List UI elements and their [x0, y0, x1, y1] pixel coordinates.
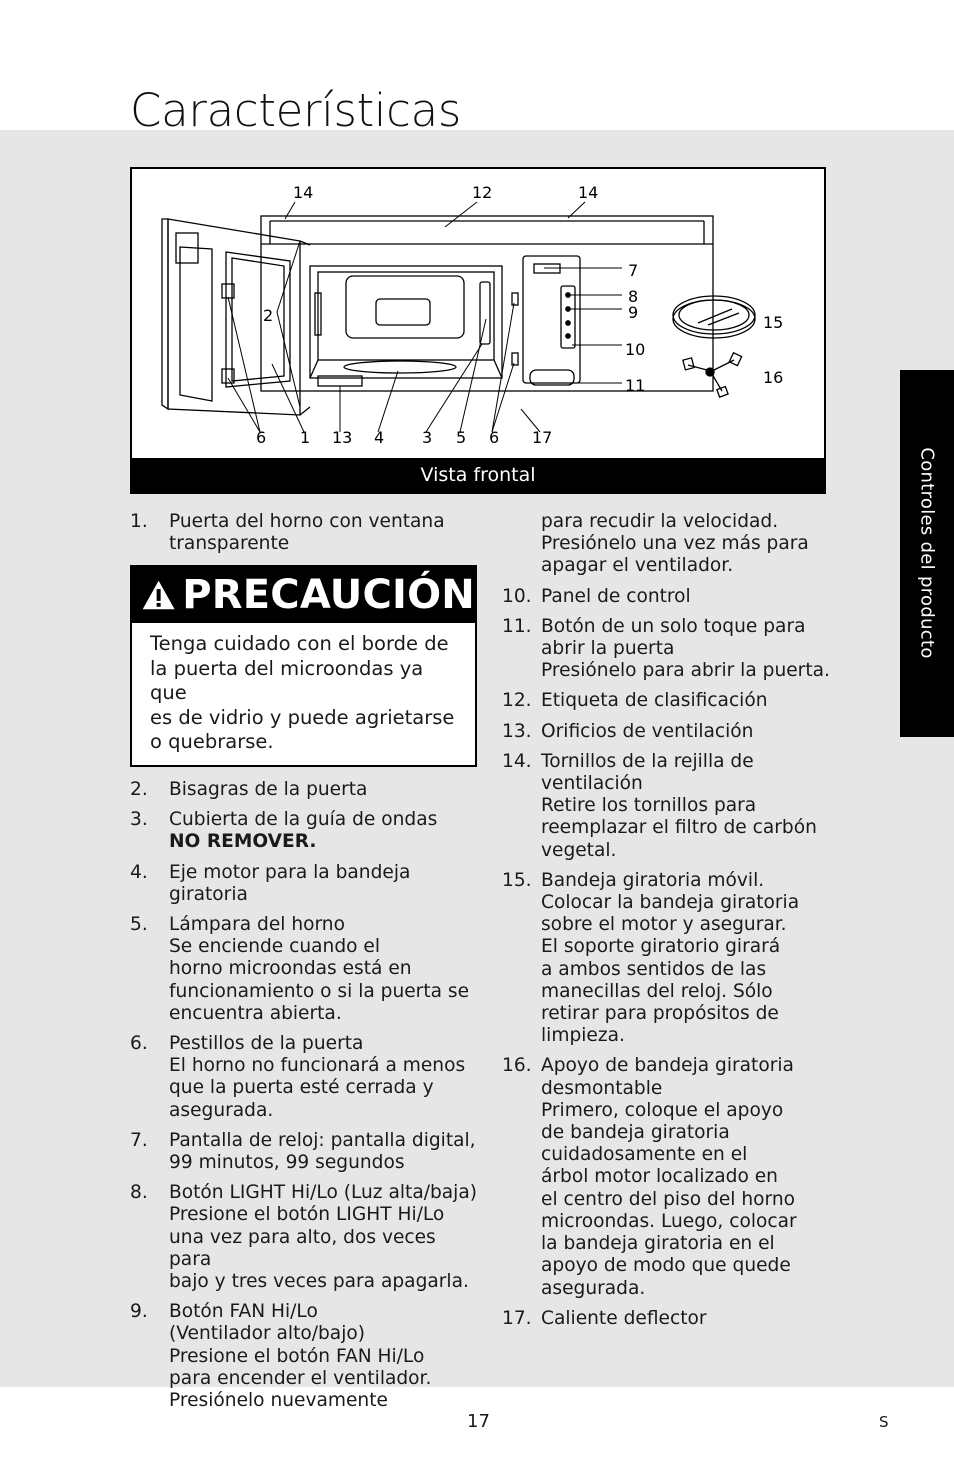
- list-item-10: 10. Panel de control: [502, 585, 691, 607]
- right-column: [502, 511, 832, 1338]
- label-11: 11: [625, 376, 646, 395]
- list-item-15: 15. Bandeja giratoria móvil. Colocar la bandeja giratoria sobre el motor y asegurar. El soporte giratorio girará a ambos sentidos de las manecillas del reloj. Sólo retirar para propósitos de limpieza.: [502, 869, 800, 1047]
- page-title: Características: [130, 84, 462, 137]
- label-15: 15: [763, 313, 784, 332]
- label-9: 9: [628, 303, 639, 322]
- list-item-5: 5. Lámpara del horno Se enciende cuando el horno microondas está en funcionamiento o si la puerta se encuentra abierta.: [130, 913, 470, 1024]
- list-item-6: 6. Pestillos de la puerta El horno no funcionará a menos que la puerta esté cerrada y asegurada.: [130, 1032, 466, 1121]
- warning-triangle-icon: [141, 576, 176, 614]
- label-16: 16: [763, 368, 784, 387]
- caution-title: PRECAUCIÓN: [182, 572, 475, 619]
- list-item-8: 8. Botón LIGHT Hi/Lo (Luz alta/baja) Presione el botón LIGHT Hi/Lo una vez para alto, dos veces para bajo y tres veces para apagarla.: [130, 1182, 477, 1292]
- list-item-9: 9. Botón FAN Hi/Lo (Ventilador alto/bajo) Presione el botón FAN Hi/Lo para encender el ventilador. Presiónelo nuevamente: [130, 1301, 432, 1411]
- caution-text: Tenga cuidado con el borde de la puerta del microondas ya que es de vidrio y puede agrietarse o quebrarse.: [150, 632, 455, 754]
- label-1: 1: [300, 428, 311, 447]
- figure-caption: Vista frontal: [132, 458, 824, 492]
- left-column: [130, 511, 480, 1420]
- list-item-13: 13. Orificios de ventilación: [502, 720, 754, 742]
- label-6-left: 6: [256, 428, 267, 447]
- label-14-right: 14: [578, 183, 599, 202]
- label-8: 8: [628, 287, 639, 306]
- oven-body-outline: [261, 216, 713, 391]
- label-5: 5: [456, 428, 467, 447]
- label-13: 13: [332, 428, 353, 447]
- label-12: 12: [472, 183, 493, 202]
- label-7: 7: [628, 261, 639, 280]
- label-6-right: 6: [489, 428, 500, 447]
- label-4: 4: [374, 428, 385, 447]
- caution-box: [130, 565, 477, 767]
- label-3: 3: [422, 428, 433, 447]
- leader-lines: [228, 202, 622, 432]
- list-item-17: 17. Caliente deflector: [502, 1307, 707, 1329]
- microwave-diagram: [132, 169, 824, 459]
- side-tab-label: Controles del producto: [916, 447, 938, 659]
- list-item-2: 2. Bisagras de la puerta: [130, 778, 368, 800]
- list-item-11: 11. Botón de un solo toque para abrir la puerta Presiónelo para abrir la puerta.: [502, 615, 830, 682]
- list-item-9-continued: para recudir la velocidad. Presiónelo una vez más para apagar el ventilador.: [541, 511, 809, 577]
- list-item-3: 3. Cubierta de la guía de ondas NO REMOVER.: [130, 809, 438, 853]
- door-window: [226, 252, 290, 387]
- page-language-letter: S: [879, 1413, 889, 1431]
- list-item-14: 14. Tornillos de la rejilla de ventilación Retire los tornillos para reemplazar el filtro de carbón vegetal.: [502, 750, 817, 861]
- label-10: 10: [625, 340, 646, 359]
- page-number: 17: [467, 1411, 490, 1432]
- list-item-1: 1. Puerta del horno con ventana transparente: [130, 511, 445, 555]
- microwave-front-view-figure: [130, 167, 826, 494]
- list-item-7: 7. Pantalla de reloj: pantalla digital, 99 minutos, 99 segundos: [130, 1129, 476, 1173]
- label-2: 2: [263, 306, 274, 325]
- list-item-4: 4. Eje motor para la bandeja giratoria: [130, 861, 411, 905]
- section-side-tab: [900, 370, 954, 737]
- list-item-12: 12. Etiqueta de clasificación: [502, 690, 768, 712]
- label-17: 17: [532, 428, 553, 447]
- label-14-left: 14: [293, 183, 314, 202]
- list-item-16: 16. Apoyo de bandeja giratoria desmontable Primero, coloque el apoyo de bandeja giratoria cuidadosamente en el árbol motor localizado en el centro del piso del horno microondas. Luego, colocar la bandeja giratoria en el apoyo de modo que quede asegurada.: [502, 1055, 797, 1299]
- control-panel-outline: [523, 256, 580, 383]
- caution-header: [132, 567, 475, 623]
